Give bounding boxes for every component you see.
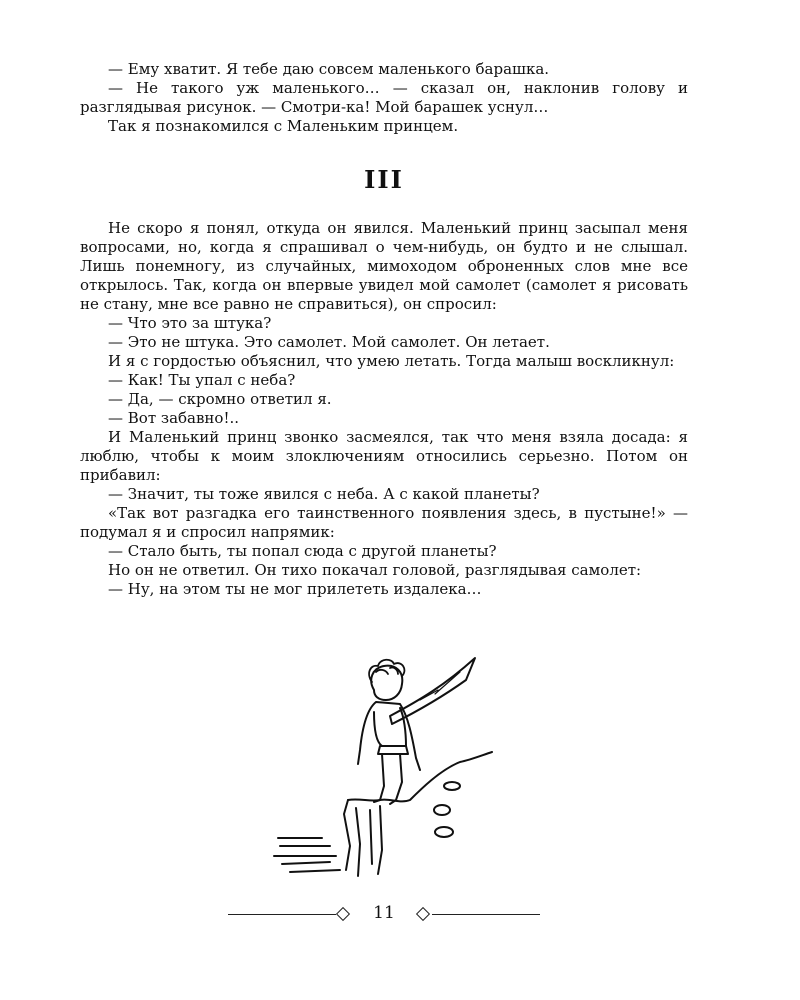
paragraph: — Что это за штука?	[108, 314, 272, 332]
paragraph: — Ему хватит. Я тебе даю совсем маленького барашка.	[108, 60, 550, 78]
paragraph: Не скоро я понял, откуда он явился. Маленький принц засыпал меня вопросами, но, когда я спрашивал о чем-нибудь, он будто и не слышал. Лишь понемногу, из случайных, мимоходом оброненных слов мне все открылось. Так, когда он впервые увидел мой самолет (самолет я рисовать не стану, мне все равно не справиться), он спросил:	[80, 219, 688, 313]
paragraph: — Вот забавно!..	[108, 409, 240, 427]
paragraph: И Маленький принц звонко засмеялся, так что меня взяла досада: я люблю, чтобы к моим злоключениям относились серьезно. Потом он прибавил:	[80, 428, 688, 484]
diamond-icon	[336, 907, 350, 921]
page-number: 11	[373, 903, 395, 923]
footer-rule-right	[432, 914, 540, 915]
paragraph: — Да, — скромно ответил я.	[108, 390, 332, 408]
diamond-icon	[416, 907, 430, 921]
paragraph: Так я познакомился с Маленьким принцем.	[108, 117, 459, 135]
book-page	[80, 60, 688, 599]
paragraph: — Ну, на этом ты не мог прилететь издалека…	[108, 580, 482, 598]
paragraph: — Как! Ты упал с неба?	[108, 371, 296, 389]
cliff	[348, 752, 492, 801]
paragraph: Но он не ответил. Он тихо покачал головой, разглядывая самолет:	[108, 561, 642, 579]
paragraph: — Не такого уж маленького… — сказал он, наклонив голову и разглядывая рисунок. — Смотри-ка! Мой барашек уснул…	[80, 79, 688, 116]
paragraph: И я с гордостью объяснил, что умею летать. Тогда малыш воскликнул:	[108, 352, 675, 370]
paragraph: — Значит, ты тоже явился с неба. А с какой планеты?	[108, 485, 540, 503]
legs	[374, 754, 402, 804]
paragraph: «Так вот разгадка его таинственного появления здесь, в пустыне!» — подумал я и спросил напрямик:	[80, 504, 688, 541]
page-footer	[228, 903, 540, 927]
stone	[434, 805, 450, 815]
footer-rule-left	[228, 914, 336, 915]
stone	[444, 782, 460, 790]
paragraph: — Стало быть, ты попал сюда с другой планеты?	[108, 542, 497, 560]
chapter-title: III	[364, 165, 404, 194]
stone	[435, 827, 453, 837]
little-prince-illustration	[270, 650, 500, 890]
paragraph: — Это не штука. Это самолет. Мой самолет. Он летает.	[108, 333, 550, 351]
